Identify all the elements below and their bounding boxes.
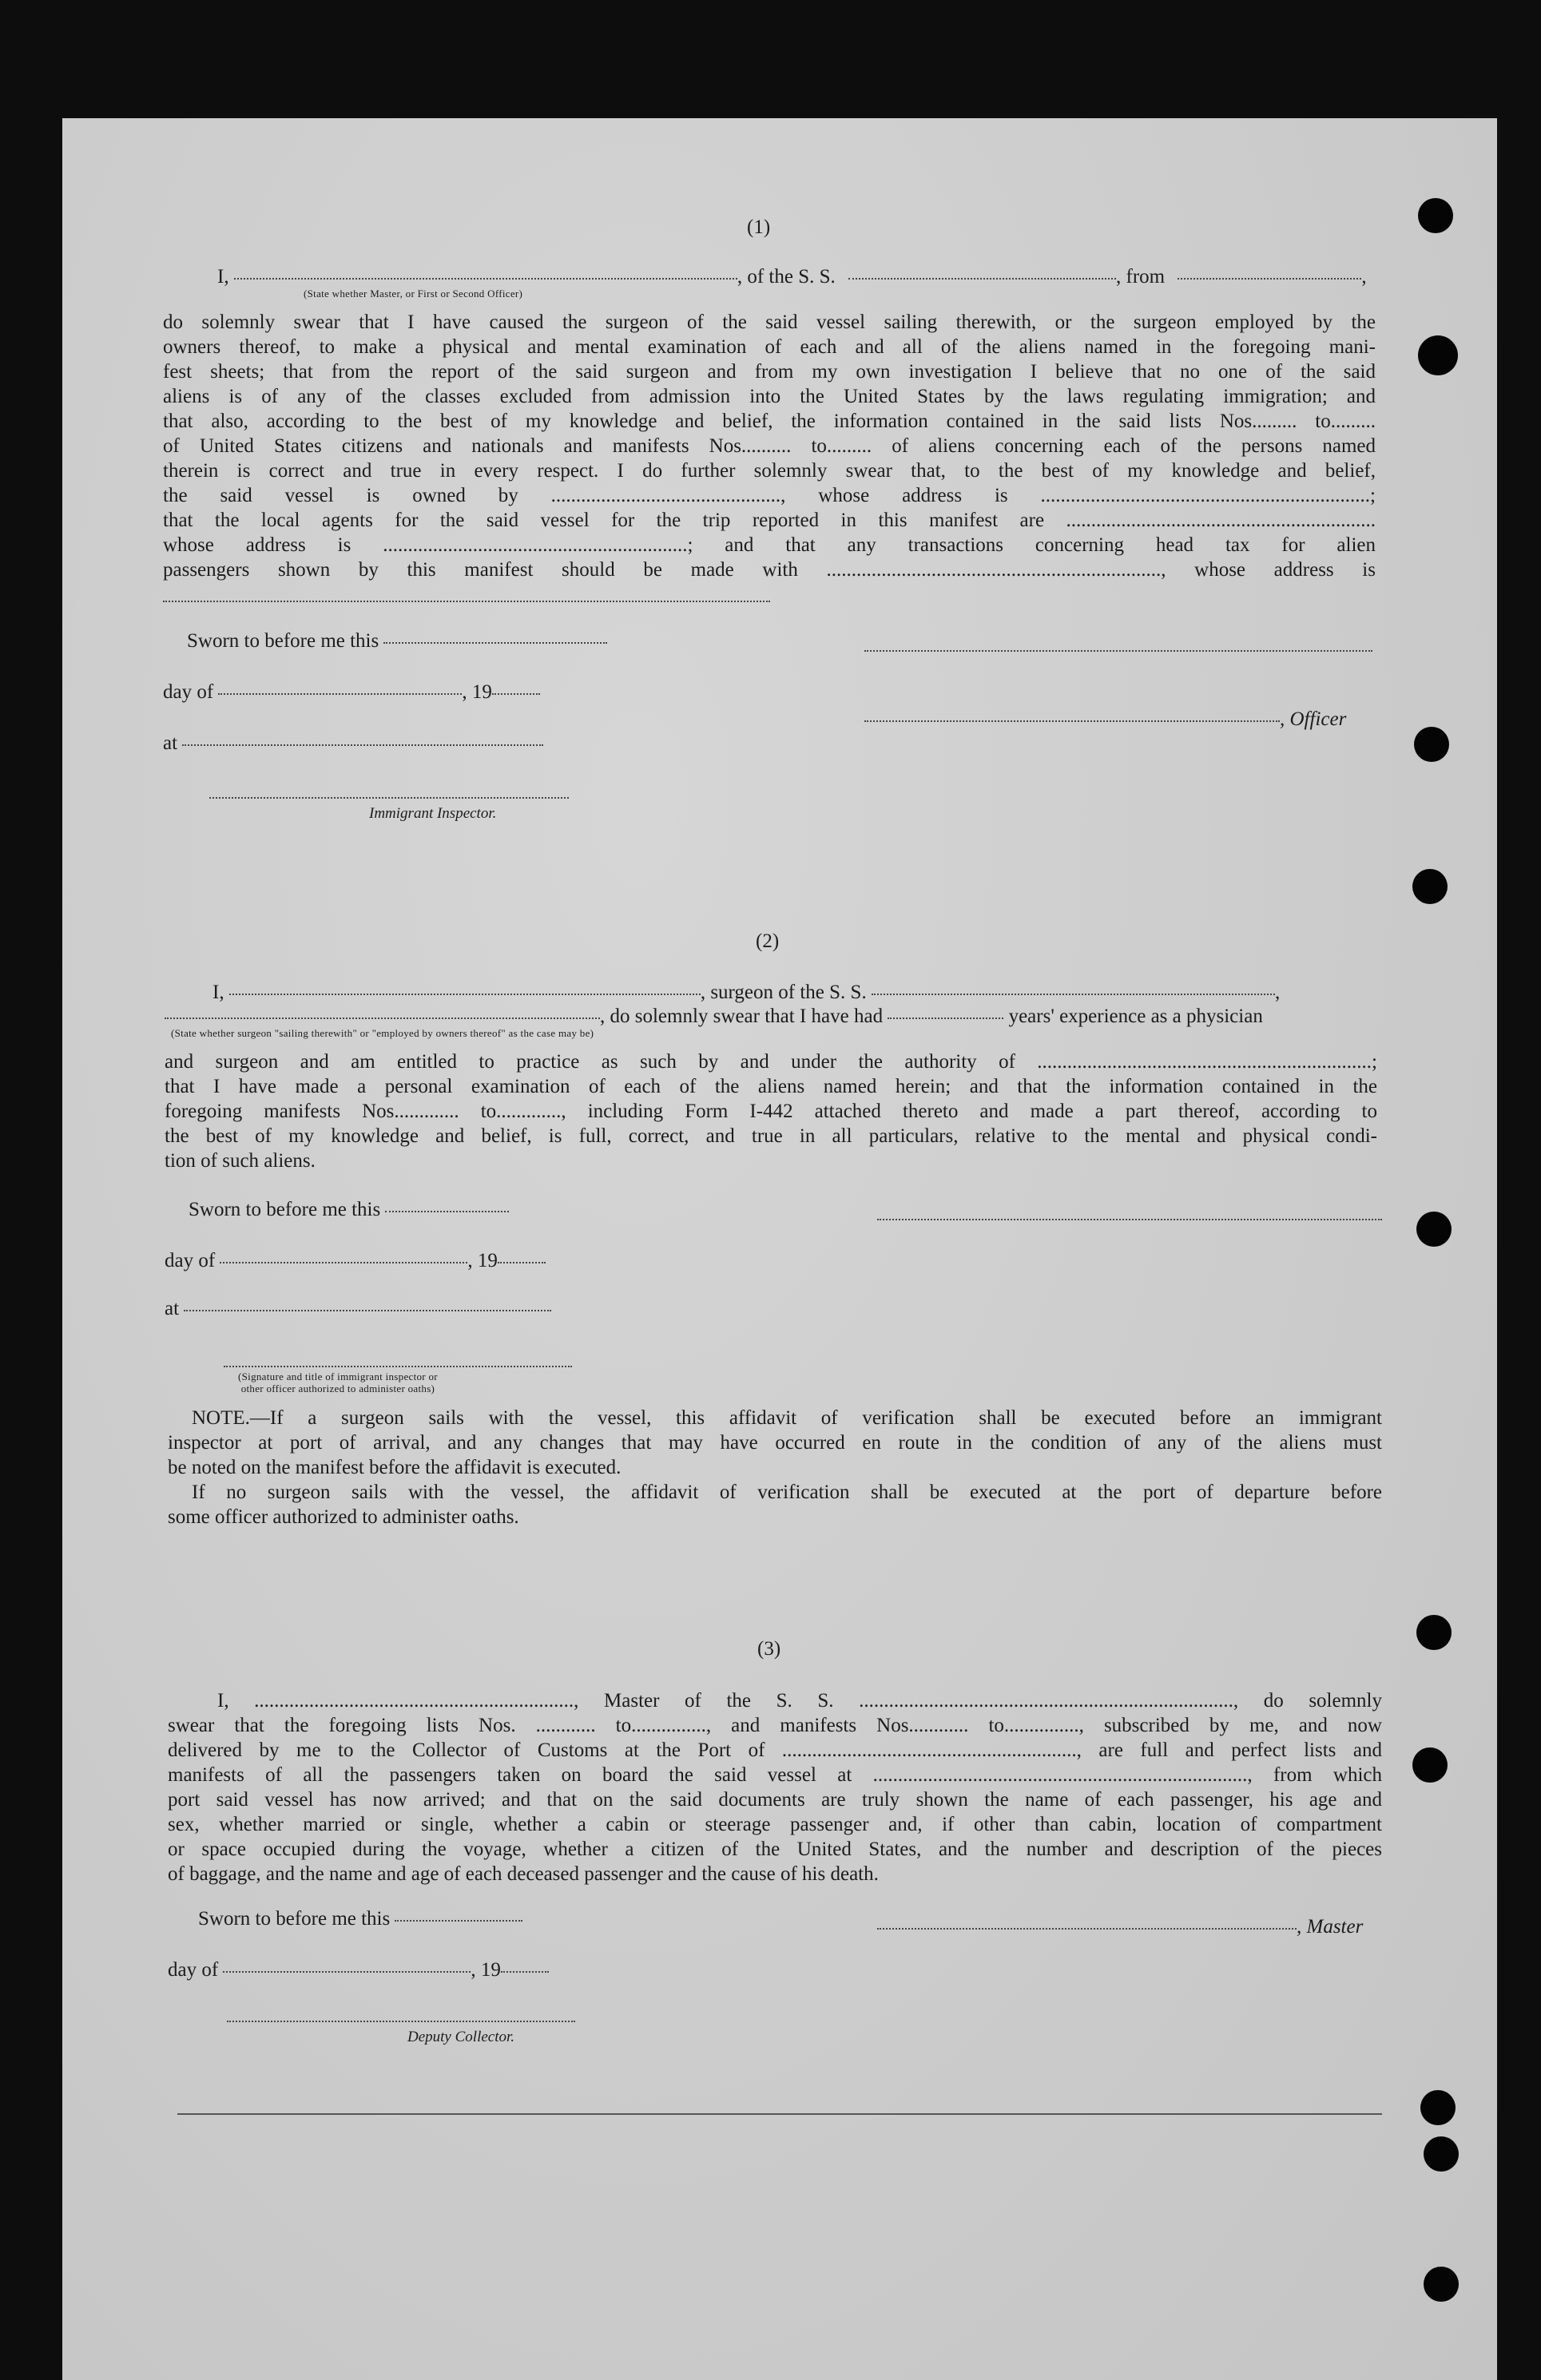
binder-hole — [1414, 727, 1449, 762]
paragraph-line: the best of my knowledge and belief, is full, correct, and true in all particulars, relative to the mental and physical condi- — [165, 1125, 1377, 1147]
paragraph-line: tion of such aliens. — [165, 1150, 316, 1172]
binder-hole — [1416, 1615, 1452, 1650]
binder-hole — [1418, 198, 1453, 233]
section-3-paragraph — [168, 1688, 1382, 1886]
section-2-line-2: , do solemnly swear that I have had years' experience as a physician — [165, 1005, 1263, 1029]
surgeon-signature-line — [877, 1219, 1382, 1220]
paragraph-line: delivered by me to the Collector of Customs at the Port of ..........................................................., are full and perfect lists and — [168, 1739, 1382, 1761]
paragraph-line: that the local agents for the said vessel for the trip reported in this manifest are .............................................................. — [163, 510, 1376, 531]
binder-hole — [1420, 2090, 1456, 2125]
inspector-signature-line — [209, 797, 569, 799]
section-2-line-1: I, , surgeon of the S. S. , — [212, 982, 1281, 1003]
note-line: be noted on the manifest before the affidavit is executed. — [168, 1457, 622, 1478]
section-3-number: (3) — [757, 1638, 781, 1660]
paragraph-line: therein is correct and true in every respect. I do further solemnly swear that, to the best of my knowledge and belief, — [163, 460, 1376, 482]
paragraph-line: that I have made a personal examination of each of the aliens named herein; and that the information contained in the — [165, 1076, 1377, 1097]
binder-hole — [1412, 1747, 1448, 1783]
section-2-caption: (State whether surgeon "sailing therewith" or "employed by owners thereof" as the case may be) — [171, 1027, 594, 1039]
paragraph-line: manifests of all the passengers taken on board the said vessel at ..........................................................................., from which — [168, 1764, 1382, 1786]
note-line: some officer authorized to administer oaths. — [168, 1506, 519, 1528]
signature-caption: (Signature and title of immigrant inspector or other officer authorized to administer oaths) — [238, 1370, 438, 1394]
section-2-day-of: day of , 19 — [165, 1249, 546, 1273]
paragraph-line: or space occupied during the voyage, whether a citizen of the United States, and the number and description of the pieces — [168, 1839, 1382, 1860]
section-1-day-of: day of , 19 — [163, 680, 540, 704]
section-1-sworn: Sworn to before me this — [187, 629, 607, 653]
note-line: inspector at port of arrival, and any changes that may have occurred en route in the condition of any of the aliens must — [168, 1432, 1382, 1454]
paragraph-line: foregoing manifests Nos............. to............., including Form I-442 attached thereto and made a part thereof, according to — [165, 1101, 1377, 1122]
paragraph-line: the said vessel is owned by .............................................., whose address is ..................................................................; — [163, 485, 1376, 506]
paragraph-line: sex, whether married or single, whether a cabin or steerage passenger and, if other than cabin, location of compartment — [168, 1814, 1382, 1835]
section-1-number: (1) — [747, 216, 771, 238]
section-2-number: (2) — [756, 930, 780, 952]
paragraph-line: aliens is of any of the classes excluded from admission into the United States by the laws regulating immigration; and — [163, 386, 1376, 407]
officer-label: , Officer — [864, 708, 1346, 732]
paragraph-line: swear that the foregoing lists Nos. ............ to..............., and manifests Nos............ to..............., subscribed by me, and now — [168, 1715, 1382, 1736]
paragraph-line: I, ................................................................, Master of the S. S. ..........................................................................., do solemnly — [217, 1690, 1382, 1712]
section-1-paragraph — [163, 310, 1376, 582]
officer-signature-line — [864, 650, 1372, 652]
binder-hole — [1412, 869, 1448, 904]
immigrant-inspector-label: Immigrant Inspector. — [369, 805, 497, 822]
address-blank-line — [163, 601, 770, 602]
paragraph-line: that also, according to the best of my knowledge and belief, the information contained in the said lists Nos......... to......... — [163, 411, 1376, 432]
paragraph-line: port said vessel has now arrived; and that on the said documents are truly shown the name of each passenger, his age and — [168, 1789, 1382, 1811]
section-1-line-1: I, , of the S. S. , from , — [217, 266, 1367, 288]
paragraph-line: passengers shown by this manifest should be made with ..................................................................., whose address is — [163, 559, 1376, 581]
section-3-sworn: Sworn to before me this — [198, 1907, 522, 1931]
binder-hole — [1424, 2136, 1459, 2172]
master-label: , Master — [877, 1915, 1363, 1939]
section-2-sworn: Sworn to before me this — [189, 1198, 509, 1222]
bottom-rule — [177, 2113, 1382, 2115]
paragraph-line: whose address is .............................................................; and that any transactions concerning head tax for alien — [163, 534, 1376, 556]
inspector-signature-line — [224, 1366, 572, 1367]
paragraph-line: owners thereof, to make a physical and mental examination of each and all of the aliens named in the foregoing mani- — [163, 336, 1376, 358]
paragraph-line: do solemnly swear that I have caused the surgeon of the said vessel sailing therewith, or the surgeon employed by the — [163, 311, 1376, 333]
section-3-day-of: day of , 19 — [168, 1958, 549, 1982]
paragraph-line: of baggage, and the name and age of each deceased passenger and the cause of his death. — [168, 1863, 879, 1885]
paragraph-line: of United States citizens and nationals and manifests Nos.......... to......... of aliens concerning each of the persons named — [163, 435, 1376, 457]
section-1-caption: (State whether Master, or First or Second Officer) — [304, 288, 523, 299]
note-line: NOTE.—If a surgeon sails with the vessel, this affidavit of verification shall be executed before an immigrant — [192, 1407, 1382, 1429]
section-1-at: at — [163, 732, 543, 756]
deputy-signature-line — [227, 2021, 575, 2022]
paragraph-line: fest sheets; that from the report of the said surgeon and from my own investigation I believe that no one of the said — [163, 361, 1376, 383]
note-line: If no surgeon sails with the vessel, the affidavit of verification shall be executed at the port of departure before — [192, 1482, 1382, 1503]
binder-hole — [1424, 2267, 1459, 2302]
deputy-collector-label: Deputy Collector. — [407, 2029, 515, 2045]
section-2-paragraph — [165, 1049, 1377, 1173]
paragraph-line: and surgeon and am entitled to practice as such by and under the authority of ...................................................................; — [165, 1051, 1377, 1073]
binder-hole — [1418, 335, 1458, 375]
section-2-at: at — [165, 1297, 551, 1321]
binder-hole — [1416, 1212, 1452, 1247]
section-2-note — [168, 1406, 1382, 1529]
